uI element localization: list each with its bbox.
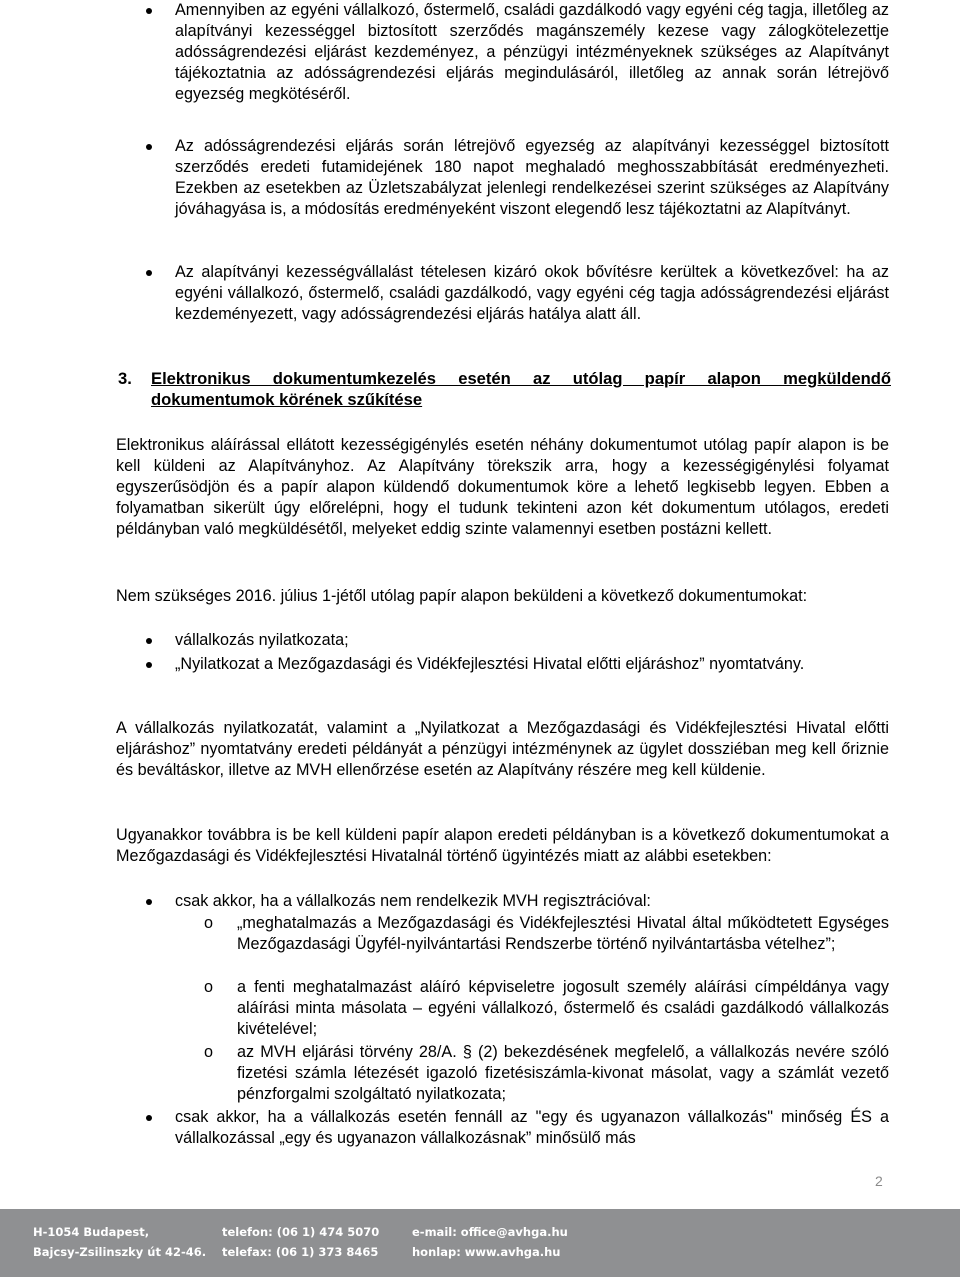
list-item-text: Az adósságrendezési eljárás során létrejövő egyezség az alapítványi kezességgel biztosított szerződés eredeti futamidejének 180 napot meghaladó meghosszabbítását eredményezheti. Ezekben az esetekben az Üzletszabályzat jelenlegi rendelkezései szerint szükséges az Alapítvány jóváhagyása is, a módosítás eredményeként viszont elegendő lesz tájékoztatni az Alapítványt. [175,137,889,218]
sub-list-item [204,913,889,955]
footer-phone: telefon: (06 1) 474 5070 [222,1225,380,1239]
sub-list-marker: o [204,978,214,996]
footer-fax: telefax: (06 1) 373 8465 [222,1245,379,1259]
bullet-icon [146,1115,152,1121]
paragraph: Nem szükséges 2016. július 1-jétől utólag papír alapon beküldeni a következő dokumentumokat: [116,587,808,605]
footer-address-line1: H-1054 Budapest, [33,1225,150,1239]
paragraph: A vállalkozás nyilatkozatát, valamint a „Nyilatkozat a Mezőgazdasági és Vidékfejlesztési Hivatal előtti eljáráshoz” nyomtatvány eredeti példányát a pénzügyi intézménynek az ügylet dossziéban meg kell őriznie és beváltáskor, illetve az MVH ellenőrzése esetén az Alapítvány részére meg kell küldenie. [116,719,889,779]
list-item-text: vállalkozás nyilatkozata; [175,631,349,649]
sub-list-marker: o [204,1043,214,1061]
list-item-text: Az alapítványi kezességvállalást tételesen kizáró okok bővítésre kerültek a következővel: ha az egyéni vállalkozó, őstermelő, családi gazdálkodó, vagy egyéni cég tagja adósságrendezési eljárást kezdeményezett, vagy adósságrendezési eljárás hatálya alatt áll. [175,263,889,323]
section-number: 3. [118,369,132,388]
footer-website[interactable]: honlap: www.avhga.hu [412,1245,561,1259]
bullet-icon [146,270,152,276]
page-footer [0,1209,960,1277]
list-item [175,654,889,675]
list-item-text: Amennyiben az egyéni vállalkozó, őstermelő, családi gazdálkodó vagy egyéni cég tagja, illetőleg az alapítványi kezességgel biztosított szerződés magánszemély kezese vagy zálogkötelezettje adósságrendezési eljárást kezdeményez, a pénzügyi intézményeknek szükséges az Alapítványt tájékoztatnia az adósságrendezési eljárás megindulásáról, illetőleg az annak során létrejövő egyezség megkötéséről. [175,1,889,103]
footer-address-line2: Bajcsy-Zsilinszky út 42-46. [33,1245,207,1259]
sub-list-item [204,977,889,1040]
list-item [175,1107,889,1149]
sub-list-item-text: a fenti meghatalmazást aláíró képviseletre jogosult személy aláírási címpéldánya vagy aláírási minta másolata – egyéni vállalkozó, őstermelő és családi gazdálkodó vállalkozás kivételével; [237,978,889,1038]
list-item-text: csak akkor, ha a vállalkozás nem rendelkezik MVH regisztrációval: [175,892,651,910]
bullet-icon [146,144,152,150]
bullet-icon [146,8,152,14]
list-item [175,262,889,325]
list-item [175,0,889,105]
paragraph: Ugyanakkor továbbra is be kell küldeni papír alapon eredeti példányban is a következő dokumentumokat a Mezőgazdasági és Vidékfejlesztési Hivatalnál történő ügyintézés miatt az alábbi esetekben: [116,826,889,865]
sub-list-item [204,1042,889,1105]
paragraph: Elektronikus aláírással ellátott kezességigénylés esetén néhány dokumentumot utólag papír alapon is be kell küldeni az Alapítványhoz. Az Alapítvány törekszik arra, hogy a kezességigénylési folyamat egyszerűsödjön és a papír alapon küldendő dokumentumok köre a lehető legkisebb legyen. Ebben a folyamatban sikerült úgy előrelépni, hogy el tudunk tekinteni azon két dokumentum utólagos, eredeti példányban való megküldésétől, melyeket eddig szinte valamennyi esetben postázni kellett. [116,436,889,538]
sub-list-marker: o [204,914,214,932]
footer-email[interactable]: e-mail: office@avhga.hu [412,1225,568,1239]
sub-list-item-text: az MVH eljárási törvény 28/A. § (2) bekezdésének megfelelő, a vállalkozás nevére szóló fizetési számla létezését igazoló fizetésiszámla-kivonat másolat, vagy a számlát vezető pénzforgalmi szolgáltató nyilatkozata; [237,1043,889,1103]
bullet-icon [146,638,152,644]
sub-list-item-text: „meghatalmazás a Mezőgazdasági és Vidékfejlesztési Hivatal által működtetett Egységes Mezőgazdasági Ügyfél-nyilvántartási Rendszerbe történő nyilvántartásba vételhez”; [237,914,889,953]
bullet-icon [146,899,152,905]
list-item [175,891,889,912]
page-number: 2 [875,1173,883,1189]
list-item [175,630,889,651]
list-item-text: „Nyilatkozat a Mezőgazdasági és Vidékfejlesztési Hivatal előtti eljáráshoz” nyomtatvány. [175,655,805,673]
list-item [175,136,889,220]
list-item-text: csak akkor, ha a vállalkozás esetén fennáll az "egy és ugyanazon vállalkozás" minőség ÉS a vállalkozással „egy és ugyanazon vállalkozásnak” minősülő más [175,1108,889,1147]
bullet-icon [146,662,152,668]
section-title: Elektronikus dokumentumkezelés esetén az utólag papír alapon megküldendő dokumentumok körének szűkítése [151,369,891,409]
